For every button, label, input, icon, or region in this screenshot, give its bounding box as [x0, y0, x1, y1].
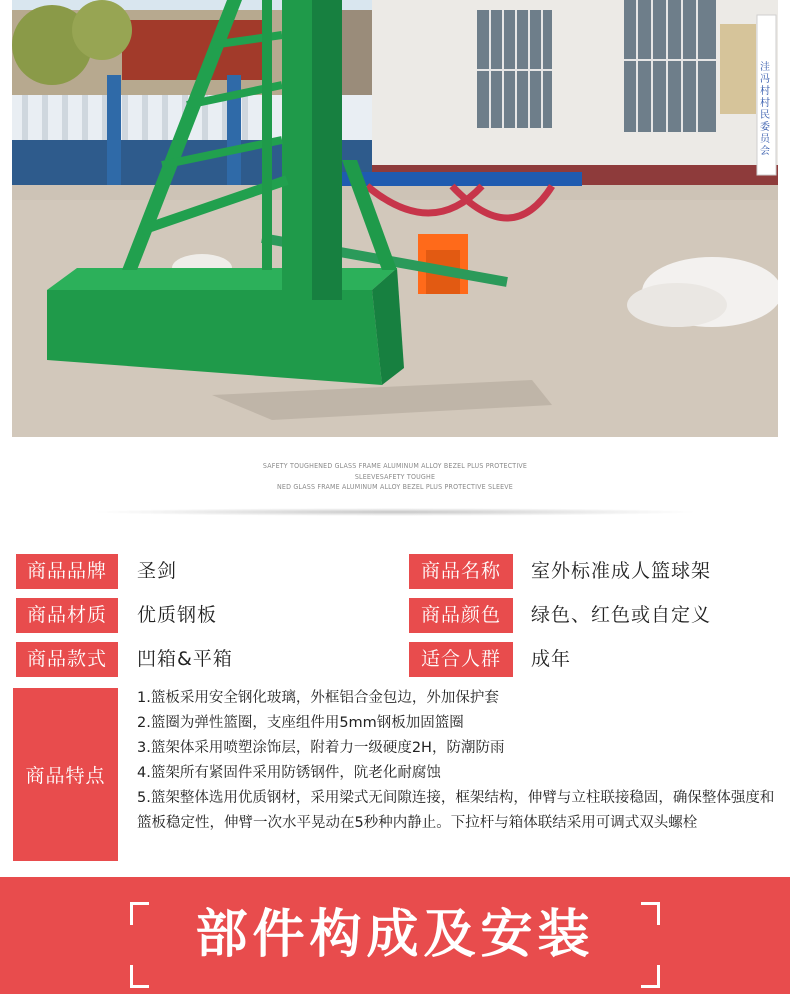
feature-item: 4.篮架所有紧固件采用防锈钢件，阬老化耐腐蚀 [137, 765, 441, 781]
style-value: 凹箱&平箱 [137, 648, 233, 670]
feature-item: 3.篮架体采用喷塑涂饰层，附着力一级硬度2H，防潮防雨 [137, 740, 505, 756]
caption-line-2: SLEEVESAFETY TOUGHE [354, 472, 436, 481]
material-label: 商品材质 [16, 598, 118, 633]
name-value: 室外标准成人篮球架 [531, 560, 712, 582]
english-caption [0, 461, 790, 493]
features-label [13, 688, 118, 861]
divider-shadow [90, 508, 700, 516]
name-label: 商品名称 [409, 554, 513, 589]
product-photo [12, 0, 778, 437]
color-value: 绿色、红色或自定义 [531, 604, 712, 626]
feature-item: 1.篮板采用安全钢化玻璃，外框铝合金包边，外加保护套 [137, 690, 499, 706]
caption-line-3: NED GLASS FRAME ALUMINUM ALLOY BEZEL PLUS PROTECTIVE SLEEVE [277, 483, 513, 491]
village-sign: 洼冯村村民委员会 [760, 62, 770, 157]
brand-label: 商品品牌 [16, 554, 118, 589]
brand-value: 圣剑 [137, 560, 178, 582]
audience-label: 适合人群 [409, 642, 513, 677]
caption-line-1: SAFETY TOUGHENED GLASS FRAME ALUMINUM ALLOY BEZEL PLUS PROTECTIVE [262, 462, 528, 470]
section-banner [0, 877, 790, 994]
color-label: 商品颜色 [409, 598, 513, 633]
material-value: 优质钢板 [137, 604, 218, 626]
audience-value: 成年 [531, 648, 572, 670]
feature-item: 2.篮圈为弹性篮圈，支座组件用5mm钢板加固篮圈 [137, 715, 464, 731]
feature-item: 5.篮架整体选用优质钢材，采用梁式无间隙连接，框架结构，伸臂与立柱联接稳固，确保整体强度和篮板稳定性，伸臂一次水平晃动在5秒种内静止。下拉杆与箱体联结采用可调式双头螺栓 [137, 790, 775, 831]
section-title: 部件构成及安装 [195, 905, 595, 965]
features-label-text: 商品特点 [25, 765, 106, 787]
features-list [137, 686, 782, 836]
style-label: 商品款式 [16, 642, 118, 677]
basketball-stand-photo-icon [12, 0, 778, 437]
